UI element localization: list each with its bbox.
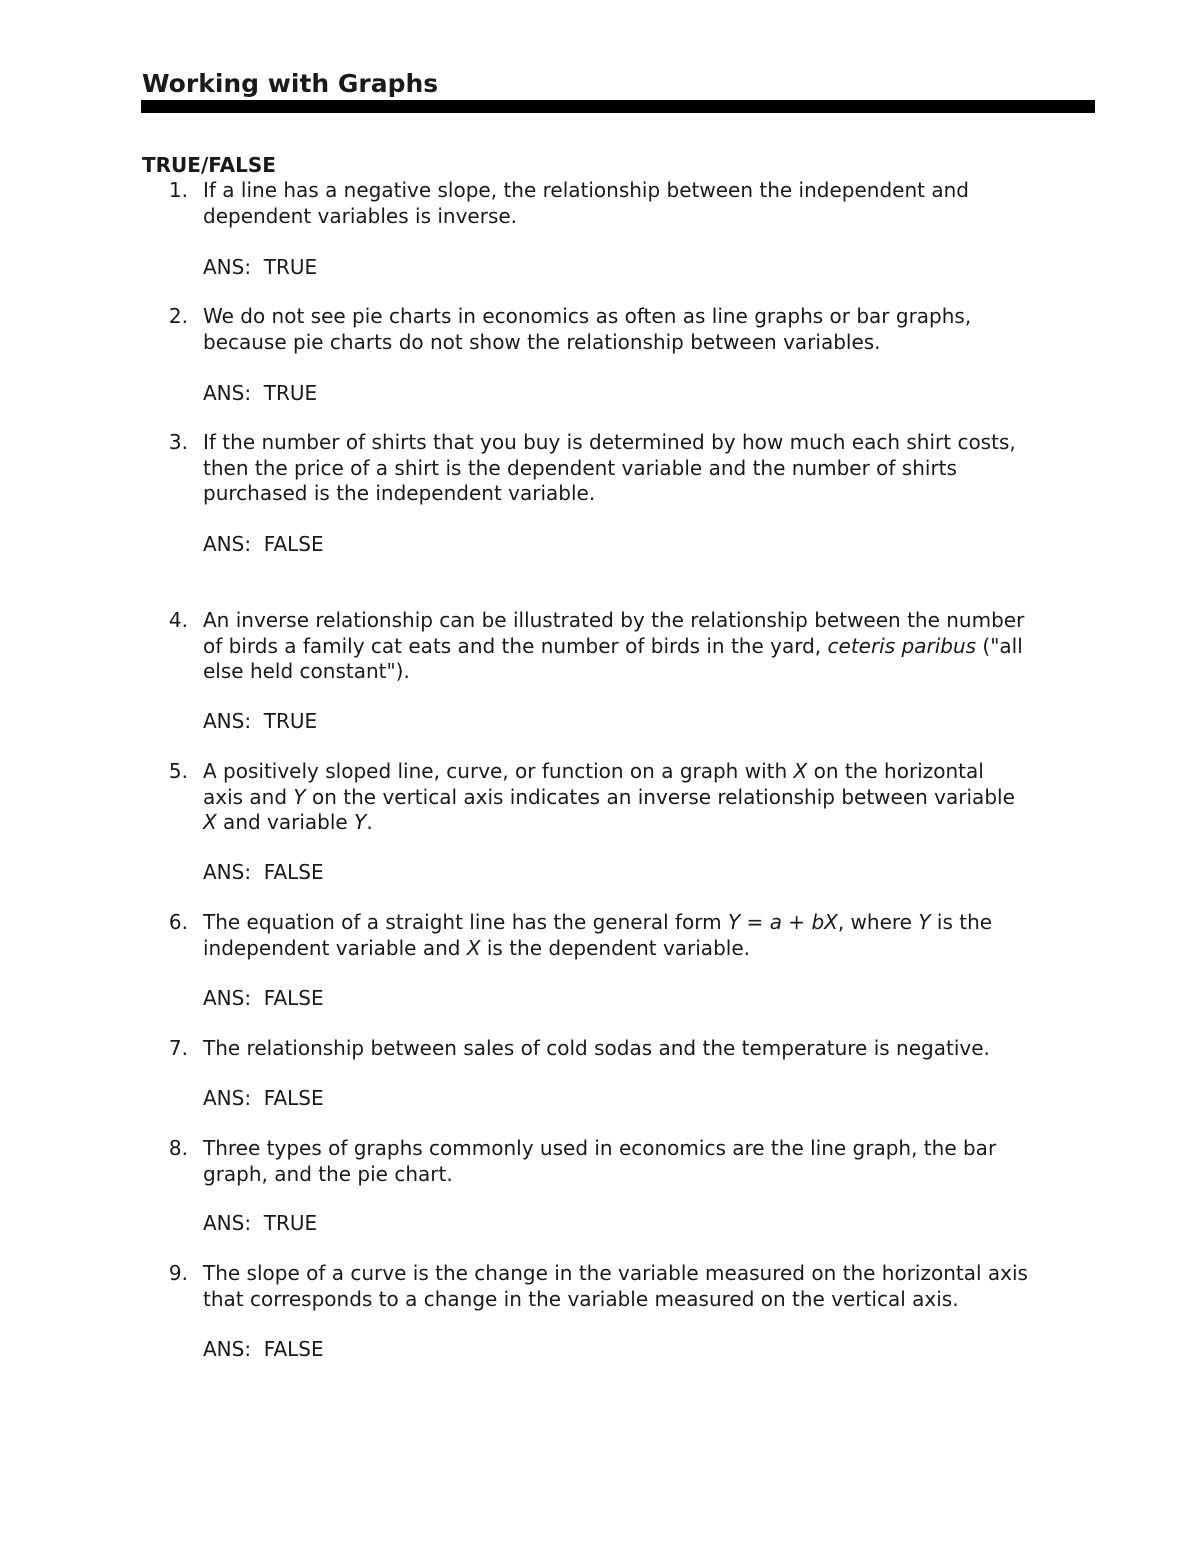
question-text <box>203 608 1103 685</box>
question-number: 8. <box>168 1136 188 1160</box>
document-title: Working with Graphs <box>142 69 439 98</box>
question-number: 4. <box>168 608 188 632</box>
question-text-line: We do not see pie charts in economics as often as line graphs or bar graphs, <box>203 304 972 328</box>
answer-value: FALSE <box>263 532 324 556</box>
question-number: 9. <box>168 1261 188 1285</box>
question-text-line: The equation of a straight line has the general form Y = a + bX, where Y is the <box>203 910 993 934</box>
answer-prefix: ANS: <box>203 532 252 556</box>
answer-line <box>203 255 317 281</box>
question-text-line: because pie charts do not show the relationship between variables. <box>203 329 881 354</box>
question-text <box>203 178 1103 229</box>
question-text-line: If the number of shirts that you buy is determined by how much each shirt costs, <box>203 430 1016 454</box>
question-text-line: The relationship between sales of cold sodas and the temperature is negative. <box>203 1036 990 1060</box>
question-text <box>203 759 1103 836</box>
question-text-line: independent variable and X is the dependent variable. <box>203 935 750 960</box>
answer-prefix: ANS: <box>203 255 252 279</box>
answer-value: TRUE <box>263 255 318 279</box>
question-text-line: Three types of graphs commonly used in economics are the line graph, the bar <box>203 1136 997 1160</box>
answer-line <box>203 1086 324 1112</box>
answer-prefix: ANS: <box>203 381 252 405</box>
question-text-line: that corresponds to a change in the variable measured on the vertical axis. <box>203 1286 959 1311</box>
answer-prefix: ANS: <box>203 1211 252 1235</box>
question-text-line: axis and Y on the vertical axis indicates an inverse relationship between variable <box>203 784 1015 809</box>
answer-line <box>203 1337 324 1363</box>
answer-line <box>203 709 317 735</box>
answer-prefix: ANS: <box>203 986 252 1010</box>
question-text <box>203 1136 1103 1187</box>
answer-line <box>203 1211 317 1237</box>
question-text-line: An inverse relationship can be illustrated by the relationship between the number <box>203 608 1025 632</box>
answer-prefix: ANS: <box>203 1337 252 1361</box>
question-text-line: If a line has a negative slope, the relationship between the independent and <box>203 178 969 202</box>
question-text <box>203 1036 1103 1062</box>
answer-line <box>203 986 324 1012</box>
question-number: 3. <box>168 430 188 454</box>
answer-value: TRUE <box>263 381 318 405</box>
question-text-line: dependent variables is inverse. <box>203 203 518 228</box>
answer-value: TRUE <box>263 1211 318 1235</box>
question-text-line: then the price of a shirt is the dependent variable and the number of shirts <box>203 455 957 480</box>
title-underline-bar <box>141 100 1095 113</box>
question-text-line: X and variable Y. <box>203 810 373 834</box>
answer-value: FALSE <box>263 986 324 1010</box>
question-number: 6. <box>168 910 188 934</box>
question-text-line: purchased is the independent variable. <box>203 481 596 505</box>
question-number: 2. <box>168 304 188 328</box>
question-text <box>203 430 1103 507</box>
question-text <box>203 910 1103 961</box>
answer-value: FALSE <box>263 1086 324 1110</box>
question-text-line: A positively sloped line, curve, or function on a graph with X on the horizontal <box>203 759 984 783</box>
answer-prefix: ANS: <box>203 860 252 884</box>
question-number: 1. <box>168 178 188 202</box>
section-heading: TRUE/FALSE <box>142 153 276 177</box>
question-text-line: The slope of a curve is the change in the variable measured on the horizontal axis <box>203 1261 1028 1285</box>
answer-value: TRUE <box>263 709 318 733</box>
answer-line <box>203 381 317 407</box>
answer-prefix: ANS: <box>203 1086 252 1110</box>
answer-line <box>203 532 324 558</box>
question-text-line: else held constant"). <box>203 659 410 683</box>
question-text <box>203 1261 1103 1312</box>
question-text <box>203 304 1103 355</box>
question-text-line: graph, and the pie chart. <box>203 1161 453 1186</box>
question-text-line: of birds a family cat eats and the number of birds in the yard, ceteris paribus ("all <box>203 633 1023 658</box>
question-number: 5. <box>168 759 188 783</box>
answer-value: FALSE <box>263 1337 324 1361</box>
answer-prefix: ANS: <box>203 709 252 733</box>
question-number: 7. <box>168 1036 188 1060</box>
answer-line <box>203 860 324 886</box>
answer-value: FALSE <box>263 860 324 884</box>
